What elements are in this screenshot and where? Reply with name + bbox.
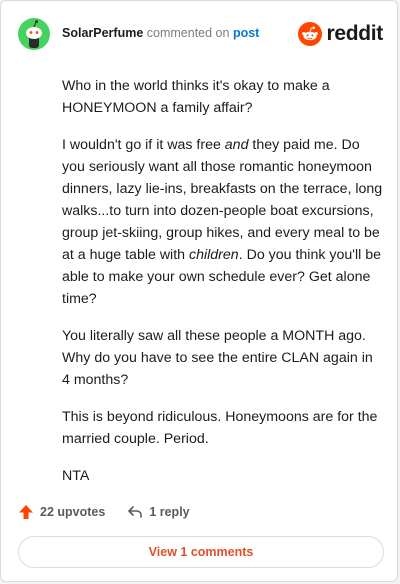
comment-text: Who in the world thinks it's okay to make a HONEYMOON a family affair? [62, 78, 330, 116]
comment-actions [18, 501, 212, 523]
reddit-snoo-icon [298, 22, 322, 46]
comment-emphasis: children [189, 247, 239, 263]
comment-body [62, 75, 384, 502]
comment-text: I wouldn't go if it was free [62, 137, 225, 153]
user-avatar[interactable] [18, 18, 50, 50]
snoo-avatar-icon [18, 18, 50, 50]
comment-paragraph [62, 134, 384, 310]
view-comments-button[interactable]: View 1 comments [18, 536, 384, 568]
reply-count: 1 reply [149, 505, 190, 519]
comment-text: You literally saw all these people a MONTH ago. Why do you have to see the entire CLAN again in 4 months? [62, 328, 373, 388]
comment-text: they paid me. Do you seriously want all those romantic honeymoon dinners, lazy lie-ins, breakfasts on the terrace, long walks...to turn into dozen-people boat excursions, group jet-skiing, group hikes, and every meal to be at a huge table with [62, 137, 383, 263]
upvote-arrow-icon [18, 504, 34, 520]
action-text: commented on [146, 26, 230, 40]
comment-emphasis: and [224, 137, 249, 153]
comment-meta [62, 26, 259, 40]
username-link[interactable]: SolarPerfume [62, 26, 144, 40]
reddit-wordmark: reddit [326, 22, 383, 45]
comment-paragraph [62, 465, 384, 487]
reddit-logo[interactable] [298, 22, 383, 46]
upvote-count: 22 upvotes [40, 505, 106, 519]
comment-paragraph [62, 406, 384, 450]
comment-text: . Do you think you'll be able to make your own schedule ever? Get alone time? [62, 247, 381, 307]
comment-text: This is beyond ridiculous. Honeymoons are for the married couple. Period. [62, 409, 378, 447]
post-link[interactable]: post [232, 26, 260, 40]
comment-paragraph [62, 325, 384, 391]
comment-text: NTA [62, 468, 90, 484]
comment-header [18, 18, 383, 50]
reply-button[interactable] [127, 504, 189, 520]
reply-arrow-icon [127, 504, 143, 520]
comment-paragraph [62, 75, 384, 119]
upvote-button[interactable] [18, 504, 105, 520]
